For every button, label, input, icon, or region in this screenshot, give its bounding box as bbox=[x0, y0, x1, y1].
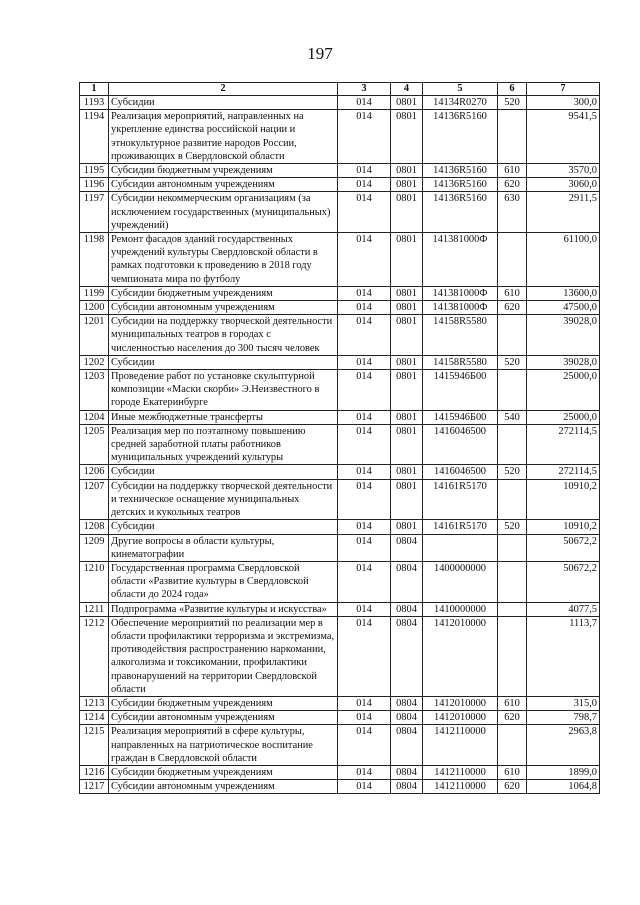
row-expense-type-cell: 610 bbox=[498, 286, 527, 300]
row-target-article-cell: 14158R5580 bbox=[423, 355, 498, 369]
table-row bbox=[80, 561, 600, 602]
row-amount-cell: 47500,0 bbox=[527, 301, 600, 315]
row-target-article-cell: 14136R5160 bbox=[423, 192, 498, 233]
table-row bbox=[80, 233, 600, 287]
row-name-cell: Субсидии на поддержку творческой деятельности муниципальных театров в городах с численностью населения до 300 тысяч человек bbox=[109, 315, 338, 356]
row-admin-code-cell: 014 bbox=[338, 465, 391, 479]
row-amount-cell: 50672,2 bbox=[527, 534, 600, 561]
row-number-cell: 1212 bbox=[80, 616, 109, 696]
row-name-cell: Субсидии bbox=[109, 465, 338, 479]
row-amount-cell: 315,0 bbox=[527, 696, 600, 710]
row-target-article-cell: 1415946Б00 bbox=[423, 370, 498, 411]
table-row bbox=[80, 534, 600, 561]
table-row bbox=[80, 410, 600, 424]
row-name-cell: Субсидии бюджетным учреждениям bbox=[109, 164, 338, 178]
row-amount-cell: 1113,7 bbox=[527, 616, 600, 696]
row-admin-code-cell: 014 bbox=[338, 561, 391, 602]
row-expense-type-cell: 520 bbox=[498, 520, 527, 534]
row-number-cell: 1211 bbox=[80, 602, 109, 616]
row-amount-cell: 50672,2 bbox=[527, 561, 600, 602]
row-admin-code-cell: 014 bbox=[338, 370, 391, 411]
row-number-cell: 1193 bbox=[80, 96, 109, 110]
row-name-cell: Субсидии автономным учреждениям bbox=[109, 178, 338, 192]
row-number-cell: 1197 bbox=[80, 192, 109, 233]
row-number-cell: 1206 bbox=[80, 465, 109, 479]
row-admin-code-cell: 014 bbox=[338, 616, 391, 696]
row-name-cell: Реализация мероприятий в сфере культуры, направленных на патриотическое воспитание граждан в Свердловской области bbox=[109, 725, 338, 766]
row-target-article-cell: 14161R5170 bbox=[423, 479, 498, 520]
row-target-article-cell: 14136R5160 bbox=[423, 110, 498, 164]
row-expense-type-cell: 610 bbox=[498, 765, 527, 779]
row-number-cell: 1214 bbox=[80, 711, 109, 725]
row-expense-type-cell: 520 bbox=[498, 355, 527, 369]
row-name-cell: Проведение работ по установке скульптурной композиции «Маски скорби» Э.Неизвестного в городе Екатеринбурге bbox=[109, 370, 338, 411]
row-amount-cell: 1064,8 bbox=[527, 780, 600, 794]
row-expense-type-cell: 540 bbox=[498, 410, 527, 424]
row-target-article-cell: 141381000Ф bbox=[423, 301, 498, 315]
table-row bbox=[80, 780, 600, 794]
table-row bbox=[80, 286, 600, 300]
row-admin-code-cell: 014 bbox=[338, 424, 391, 465]
row-expense-type-cell bbox=[498, 725, 527, 766]
table-row bbox=[80, 711, 600, 725]
row-amount-cell: 25000,0 bbox=[527, 410, 600, 424]
row-number-cell: 1199 bbox=[80, 286, 109, 300]
row-amount-cell: 25000,0 bbox=[527, 370, 600, 411]
column-header: 3 bbox=[338, 83, 391, 96]
row-expense-type-cell: 520 bbox=[498, 96, 527, 110]
row-number-cell: 1201 bbox=[80, 315, 109, 356]
row-section-code-cell: 0804 bbox=[391, 616, 423, 696]
row-admin-code-cell: 014 bbox=[338, 520, 391, 534]
row-name-cell: Обеспечение мероприятий по реализации мер в области профилактики терроризма и экстремизма, противодействия распространению наркомании, алкоголизма и токсикомании, профилактики правонарушений на территории Свердловской области bbox=[109, 616, 338, 696]
row-admin-code-cell: 014 bbox=[338, 765, 391, 779]
row-number-cell: 1216 bbox=[80, 765, 109, 779]
column-header: 7 bbox=[527, 83, 600, 96]
row-expense-type-cell bbox=[498, 534, 527, 561]
row-expense-type-cell: 620 bbox=[498, 780, 527, 794]
row-name-cell: Субсидии автономным учреждениям bbox=[109, 711, 338, 725]
row-name-cell: Субсидии автономным учреждениям bbox=[109, 780, 338, 794]
row-section-code-cell: 0801 bbox=[391, 370, 423, 411]
table-row bbox=[80, 616, 600, 696]
row-section-code-cell: 0801 bbox=[391, 424, 423, 465]
row-number-cell: 1215 bbox=[80, 725, 109, 766]
row-admin-code-cell: 014 bbox=[338, 315, 391, 356]
row-expense-type-cell: 610 bbox=[498, 164, 527, 178]
row-name-cell: Подпрограмма «Развитие культуры и искусства» bbox=[109, 602, 338, 616]
table-row bbox=[80, 479, 600, 520]
table-row bbox=[80, 696, 600, 710]
row-expense-type-cell bbox=[498, 479, 527, 520]
row-admin-code-cell: 014 bbox=[338, 233, 391, 287]
row-number-cell: 1205 bbox=[80, 424, 109, 465]
row-name-cell: Субсидии bbox=[109, 355, 338, 369]
row-target-article-cell: 1415946Б00 bbox=[423, 410, 498, 424]
row-section-code-cell: 0801 bbox=[391, 110, 423, 164]
row-number-cell: 1210 bbox=[80, 561, 109, 602]
row-amount-cell: 272114,5 bbox=[527, 465, 600, 479]
row-target-article-cell: 141381000Ф bbox=[423, 233, 498, 287]
row-amount-cell: 13600,0 bbox=[527, 286, 600, 300]
row-admin-code-cell: 014 bbox=[338, 96, 391, 110]
row-expense-type-cell bbox=[498, 616, 527, 696]
row-amount-cell: 3570,0 bbox=[527, 164, 600, 178]
row-amount-cell: 4077,5 bbox=[527, 602, 600, 616]
table-row bbox=[80, 765, 600, 779]
row-section-code-cell: 0804 bbox=[391, 780, 423, 794]
column-header: 4 bbox=[391, 83, 423, 96]
row-name-cell: Субсидии бюджетным учреждениям bbox=[109, 765, 338, 779]
table-row bbox=[80, 725, 600, 766]
row-amount-cell: 272114,5 bbox=[527, 424, 600, 465]
row-section-code-cell: 0804 bbox=[391, 534, 423, 561]
row-target-article-cell: 1412010000 bbox=[423, 616, 498, 696]
row-expense-type-cell bbox=[498, 561, 527, 602]
row-section-code-cell: 0804 bbox=[391, 725, 423, 766]
row-target-article-cell: 1416046500 bbox=[423, 465, 498, 479]
row-section-code-cell: 0801 bbox=[391, 301, 423, 315]
row-amount-cell: 39028,0 bbox=[527, 315, 600, 356]
row-section-code-cell: 0804 bbox=[391, 765, 423, 779]
budget-table bbox=[79, 82, 600, 794]
row-amount-cell: 3060,0 bbox=[527, 178, 600, 192]
row-section-code-cell: 0804 bbox=[391, 602, 423, 616]
row-name-cell: Другие вопросы в области культуры, кинематографии bbox=[109, 534, 338, 561]
table-row bbox=[80, 110, 600, 164]
column-header: 5 bbox=[423, 83, 498, 96]
row-amount-cell: 798,7 bbox=[527, 711, 600, 725]
row-section-code-cell: 0801 bbox=[391, 479, 423, 520]
row-expense-type-cell bbox=[498, 110, 527, 164]
row-name-cell: Субсидии bbox=[109, 96, 338, 110]
row-number-cell: 1200 bbox=[80, 301, 109, 315]
row-section-code-cell: 0801 bbox=[391, 520, 423, 534]
row-name-cell: Субсидии автономным учреждениям bbox=[109, 301, 338, 315]
row-amount-cell: 9541,5 bbox=[527, 110, 600, 164]
table-row bbox=[80, 602, 600, 616]
row-admin-code-cell: 014 bbox=[338, 178, 391, 192]
row-admin-code-cell: 014 bbox=[338, 780, 391, 794]
row-section-code-cell: 0801 bbox=[391, 164, 423, 178]
row-admin-code-cell: 014 bbox=[338, 192, 391, 233]
row-number-cell: 1207 bbox=[80, 479, 109, 520]
row-admin-code-cell: 014 bbox=[338, 164, 391, 178]
row-admin-code-cell: 014 bbox=[338, 534, 391, 561]
row-target-article-cell: 1412010000 bbox=[423, 711, 498, 725]
row-expense-type-cell: 620 bbox=[498, 711, 527, 725]
row-expense-type-cell: 520 bbox=[498, 465, 527, 479]
row-target-article-cell: 14134R0270 bbox=[423, 96, 498, 110]
row-target-article-cell: 14161R5170 bbox=[423, 520, 498, 534]
row-expense-type-cell: 620 bbox=[498, 301, 527, 315]
row-name-cell: Государственная программа Свердловской области «Развитие культуры в Свердловской области до 2024 года» bbox=[109, 561, 338, 602]
row-admin-code-cell: 014 bbox=[338, 301, 391, 315]
table-body bbox=[80, 96, 600, 794]
row-admin-code-cell: 014 bbox=[338, 711, 391, 725]
column-header: 1 bbox=[80, 83, 109, 96]
row-amount-cell: 1899,0 bbox=[527, 765, 600, 779]
row-number-cell: 1217 bbox=[80, 780, 109, 794]
row-expense-type-cell bbox=[498, 233, 527, 287]
row-target-article-cell: 1412110000 bbox=[423, 780, 498, 794]
row-section-code-cell: 0801 bbox=[391, 96, 423, 110]
row-expense-type-cell bbox=[498, 602, 527, 616]
row-target-article-cell: 1412010000 bbox=[423, 696, 498, 710]
row-amount-cell: 2911,5 bbox=[527, 192, 600, 233]
row-number-cell: 1213 bbox=[80, 696, 109, 710]
row-admin-code-cell: 014 bbox=[338, 110, 391, 164]
row-name-cell: Субсидии некоммерческим организациям (за исключением государственных (муниципальных) учреждений) bbox=[109, 192, 338, 233]
row-target-article-cell: 14158R5580 bbox=[423, 315, 498, 356]
row-section-code-cell: 0801 bbox=[391, 410, 423, 424]
row-number-cell: 1203 bbox=[80, 370, 109, 411]
table-row bbox=[80, 315, 600, 356]
row-section-code-cell: 0801 bbox=[391, 315, 423, 356]
row-section-code-cell: 0804 bbox=[391, 561, 423, 602]
row-target-article-cell: 1416046500 bbox=[423, 424, 498, 465]
table-row bbox=[80, 370, 600, 411]
row-target-article-cell: 1412110000 bbox=[423, 725, 498, 766]
row-amount-cell: 2963,8 bbox=[527, 725, 600, 766]
table-row bbox=[80, 192, 600, 233]
row-admin-code-cell: 014 bbox=[338, 410, 391, 424]
row-name-cell: Субсидии бюджетным учреждениям bbox=[109, 696, 338, 710]
row-name-cell: Субсидии bbox=[109, 520, 338, 534]
row-target-article-cell: 1412110000 bbox=[423, 765, 498, 779]
row-section-code-cell: 0801 bbox=[391, 355, 423, 369]
table-header-row bbox=[80, 83, 600, 96]
row-number-cell: 1204 bbox=[80, 410, 109, 424]
row-name-cell: Реализация мер по поэтапному повышению средней заработной платы работников муниципальных учреждений культуры bbox=[109, 424, 338, 465]
row-number-cell: 1209 bbox=[80, 534, 109, 561]
row-number-cell: 1196 bbox=[80, 178, 109, 192]
row-section-code-cell: 0801 bbox=[391, 286, 423, 300]
row-target-article-cell: 14136R5160 bbox=[423, 178, 498, 192]
row-expense-type-cell: 620 bbox=[498, 178, 527, 192]
row-expense-type-cell bbox=[498, 315, 527, 356]
row-number-cell: 1195 bbox=[80, 164, 109, 178]
row-amount-cell: 39028,0 bbox=[527, 355, 600, 369]
row-admin-code-cell: 014 bbox=[338, 355, 391, 369]
row-name-cell: Субсидии бюджетным учреждениям bbox=[109, 286, 338, 300]
row-number-cell: 1208 bbox=[80, 520, 109, 534]
table-row bbox=[80, 164, 600, 178]
row-amount-cell: 61100,0 bbox=[527, 233, 600, 287]
table-row bbox=[80, 465, 600, 479]
row-target-article-cell: 14136R5160 bbox=[423, 164, 498, 178]
row-number-cell: 1202 bbox=[80, 355, 109, 369]
table-row bbox=[80, 96, 600, 110]
row-admin-code-cell: 014 bbox=[338, 725, 391, 766]
row-name-cell: Иные межбюджетные трансферты bbox=[109, 410, 338, 424]
row-expense-type-cell bbox=[498, 424, 527, 465]
row-admin-code-cell: 014 bbox=[338, 286, 391, 300]
row-number-cell: 1194 bbox=[80, 110, 109, 164]
row-amount-cell: 300,0 bbox=[527, 96, 600, 110]
table-row bbox=[80, 301, 600, 315]
row-admin-code-cell: 014 bbox=[338, 696, 391, 710]
page-number: 197 bbox=[307, 44, 333, 63]
row-section-code-cell: 0801 bbox=[391, 178, 423, 192]
row-section-code-cell: 0804 bbox=[391, 711, 423, 725]
row-amount-cell: 10910,2 bbox=[527, 479, 600, 520]
table-row bbox=[80, 178, 600, 192]
column-header: 2 bbox=[109, 83, 338, 96]
row-section-code-cell: 0801 bbox=[391, 465, 423, 479]
table-row bbox=[80, 520, 600, 534]
row-target-article-cell bbox=[423, 534, 498, 561]
row-name-cell: Субсидии на поддержку творческой деятельности и техническое оснащение муниципальных детских и кукольных театров bbox=[109, 479, 338, 520]
row-admin-code-cell: 014 bbox=[338, 479, 391, 520]
row-target-article-cell: 1400000000 bbox=[423, 561, 498, 602]
row-target-article-cell: 141381000Ф bbox=[423, 286, 498, 300]
row-section-code-cell: 0801 bbox=[391, 233, 423, 287]
row-section-code-cell: 0804 bbox=[391, 696, 423, 710]
row-name-cell: Реализация мероприятий, направленных на укрепление единства российской нации и этнокультурное развитие народов России, проживающих в Свердловской области bbox=[109, 110, 338, 164]
table-row bbox=[80, 355, 600, 369]
row-section-code-cell: 0801 bbox=[391, 192, 423, 233]
table-row bbox=[80, 424, 600, 465]
row-amount-cell: 10910,2 bbox=[527, 520, 600, 534]
row-admin-code-cell: 014 bbox=[338, 602, 391, 616]
row-expense-type-cell bbox=[498, 370, 527, 411]
row-target-article-cell: 1410000000 bbox=[423, 602, 498, 616]
row-name-cell: Ремонт фасадов зданий государственных учреждений культуры Свердловской области в рамках подготовки к проведению в 2018 году чемпионата мира по футболу bbox=[109, 233, 338, 287]
column-header: 6 bbox=[498, 83, 527, 96]
row-expense-type-cell: 610 bbox=[498, 696, 527, 710]
row-number-cell: 1198 bbox=[80, 233, 109, 287]
row-expense-type-cell: 630 bbox=[498, 192, 527, 233]
